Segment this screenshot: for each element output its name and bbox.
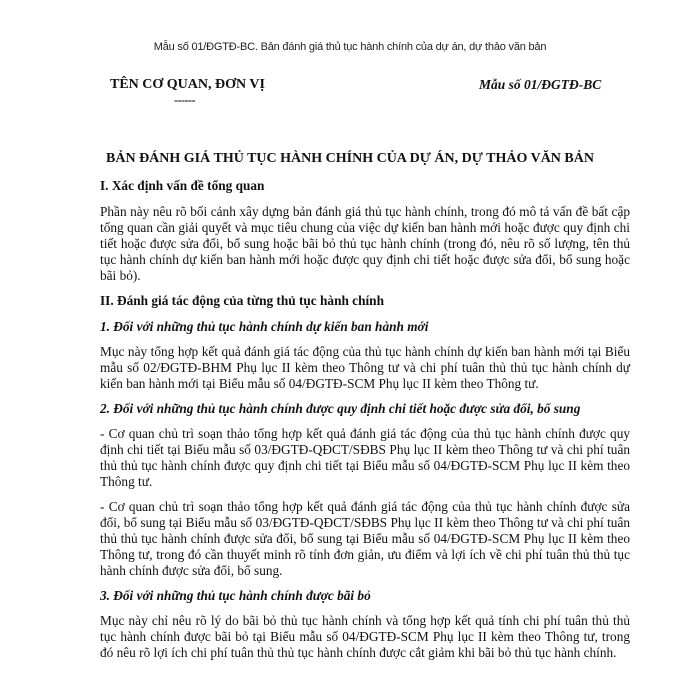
section-2-heading: II. Đánh giá tác động của từng thủ tục hành chính (100, 293, 384, 308)
section-2-1-text: Mục này tổng hợp kết quả đánh giá tác động của thủ tục hành chính dự kiến ban hành mới tại Biểu mẫu số 02/ĐGTĐ-BHM Phụ lục II kèm theo Thông tư và chi phí tuân thủ thủ tục hành chính dự kiến ban hành mới tại Biểu mẫu số 04/ĐGTĐ-SCM Phụ lục II kèm theo Thông tư. (100, 344, 630, 391)
section-2-2-heading: 2. Đối với những thủ tục hành chính được quy định chi tiết hoặc được sửa đổi, bổ sung (100, 401, 581, 416)
agency-name: TÊN CƠ QUAN, ĐƠN VỊ (110, 77, 265, 92)
document-body (100, 178, 630, 670)
section-2-2-text-b: - Cơ quan chủ trì soạn thảo tổng hợp kết quả đánh giá tác động của thủ tục hành chính được sửa đổi, bổ sung tại Biểu mẫu số 03/ĐGTĐ-QĐCT/SĐBS Phụ lục II kèm theo Thông tư và chi phí tuân thủ thủ tục hành chính được sửa đổi, bổ sung tại Biểu mẫu số 04/ĐGTĐ-SCM Phụ lục II kèm theo Thông tư, trong đó cần thuyết minh rõ tính đơn giản, ưu điểm và lợi ích về chi phí tuân thủ thủ tục hành chính được sửa đổi, bổ sung. (100, 499, 630, 578)
section-2-1-heading: 1. Đối với những thủ tục hành chính dự kiến ban hành mới (100, 319, 429, 334)
form-number: Mẫu số 01/ĐGTĐ-BC (479, 77, 602, 92)
section-2-3-heading: 3. Đối với những thủ tục hành chính được bãi bỏ (100, 588, 371, 603)
document-title: BẢN ĐÁNH GIÁ THỦ TỤC HÀNH CHÍNH CỦA DỰ ÁN, DỰ THẢO VĂN BẢN (106, 151, 594, 166)
section-1-text: Phần này nêu rõ bối cảnh xây dựng bản đánh giá thủ tục hành chính, trong đó mô tả vấn đề bất cập tổng quan cần giải quyết và mục tiêu chung của việc dự kiến ban hành mới hoặc được quy định chi tiết hoặc được sửa đổi, bổ sung hoặc bãi bỏ thủ tục hành chính (trong đó, nêu rõ số lượng, tên thủ tục hành chính dự kiến ban hành mới hoặc được quy định chi tiết hoặc được sửa đổi, bổ sung hoặc bãi bỏ). (100, 204, 630, 283)
section-2-3-text: Mục này chỉ nêu rõ lý do bãi bỏ thủ tục hành chính và tổng hợp kết quả tính chi phí tuân thủ thủ tục hành chính được bãi bỏ tại Biểu mẫu số 04/ĐGTĐ-SCM Phụ lục II kèm theo Thông tư, trong đó nêu rõ lợi ích chi phí tuân thủ thủ tục hành chính được cắt giảm khi bãi bỏ thủ tục hành chính. (100, 613, 630, 660)
section-1-heading: I. Xác định vấn đề tổng quan (100, 178, 265, 193)
section-2-2-text-a: - Cơ quan chủ trì soạn thảo tổng hợp kết quả đánh giá tác động của thủ tục hành chính được quy định chi tiết tại Biểu mẫu số 03/ĐGTĐ-QĐCT/SĐBS Phụ lục II kèm theo Thông tư và chi phí tuân thủ thủ tục hành chính được quy định chi tiết tại Biểu mẫu số 04/ĐGTĐ-SCM Phụ lục II kèm theo Thông tư. (100, 426, 630, 489)
agency-underline: ------ (174, 93, 195, 107)
document-caption: Mẫu số 01/ĐGTĐ-BC. Bản đánh giá thủ tục hành chính của dự án, dự thảo văn bản (153, 41, 547, 53)
